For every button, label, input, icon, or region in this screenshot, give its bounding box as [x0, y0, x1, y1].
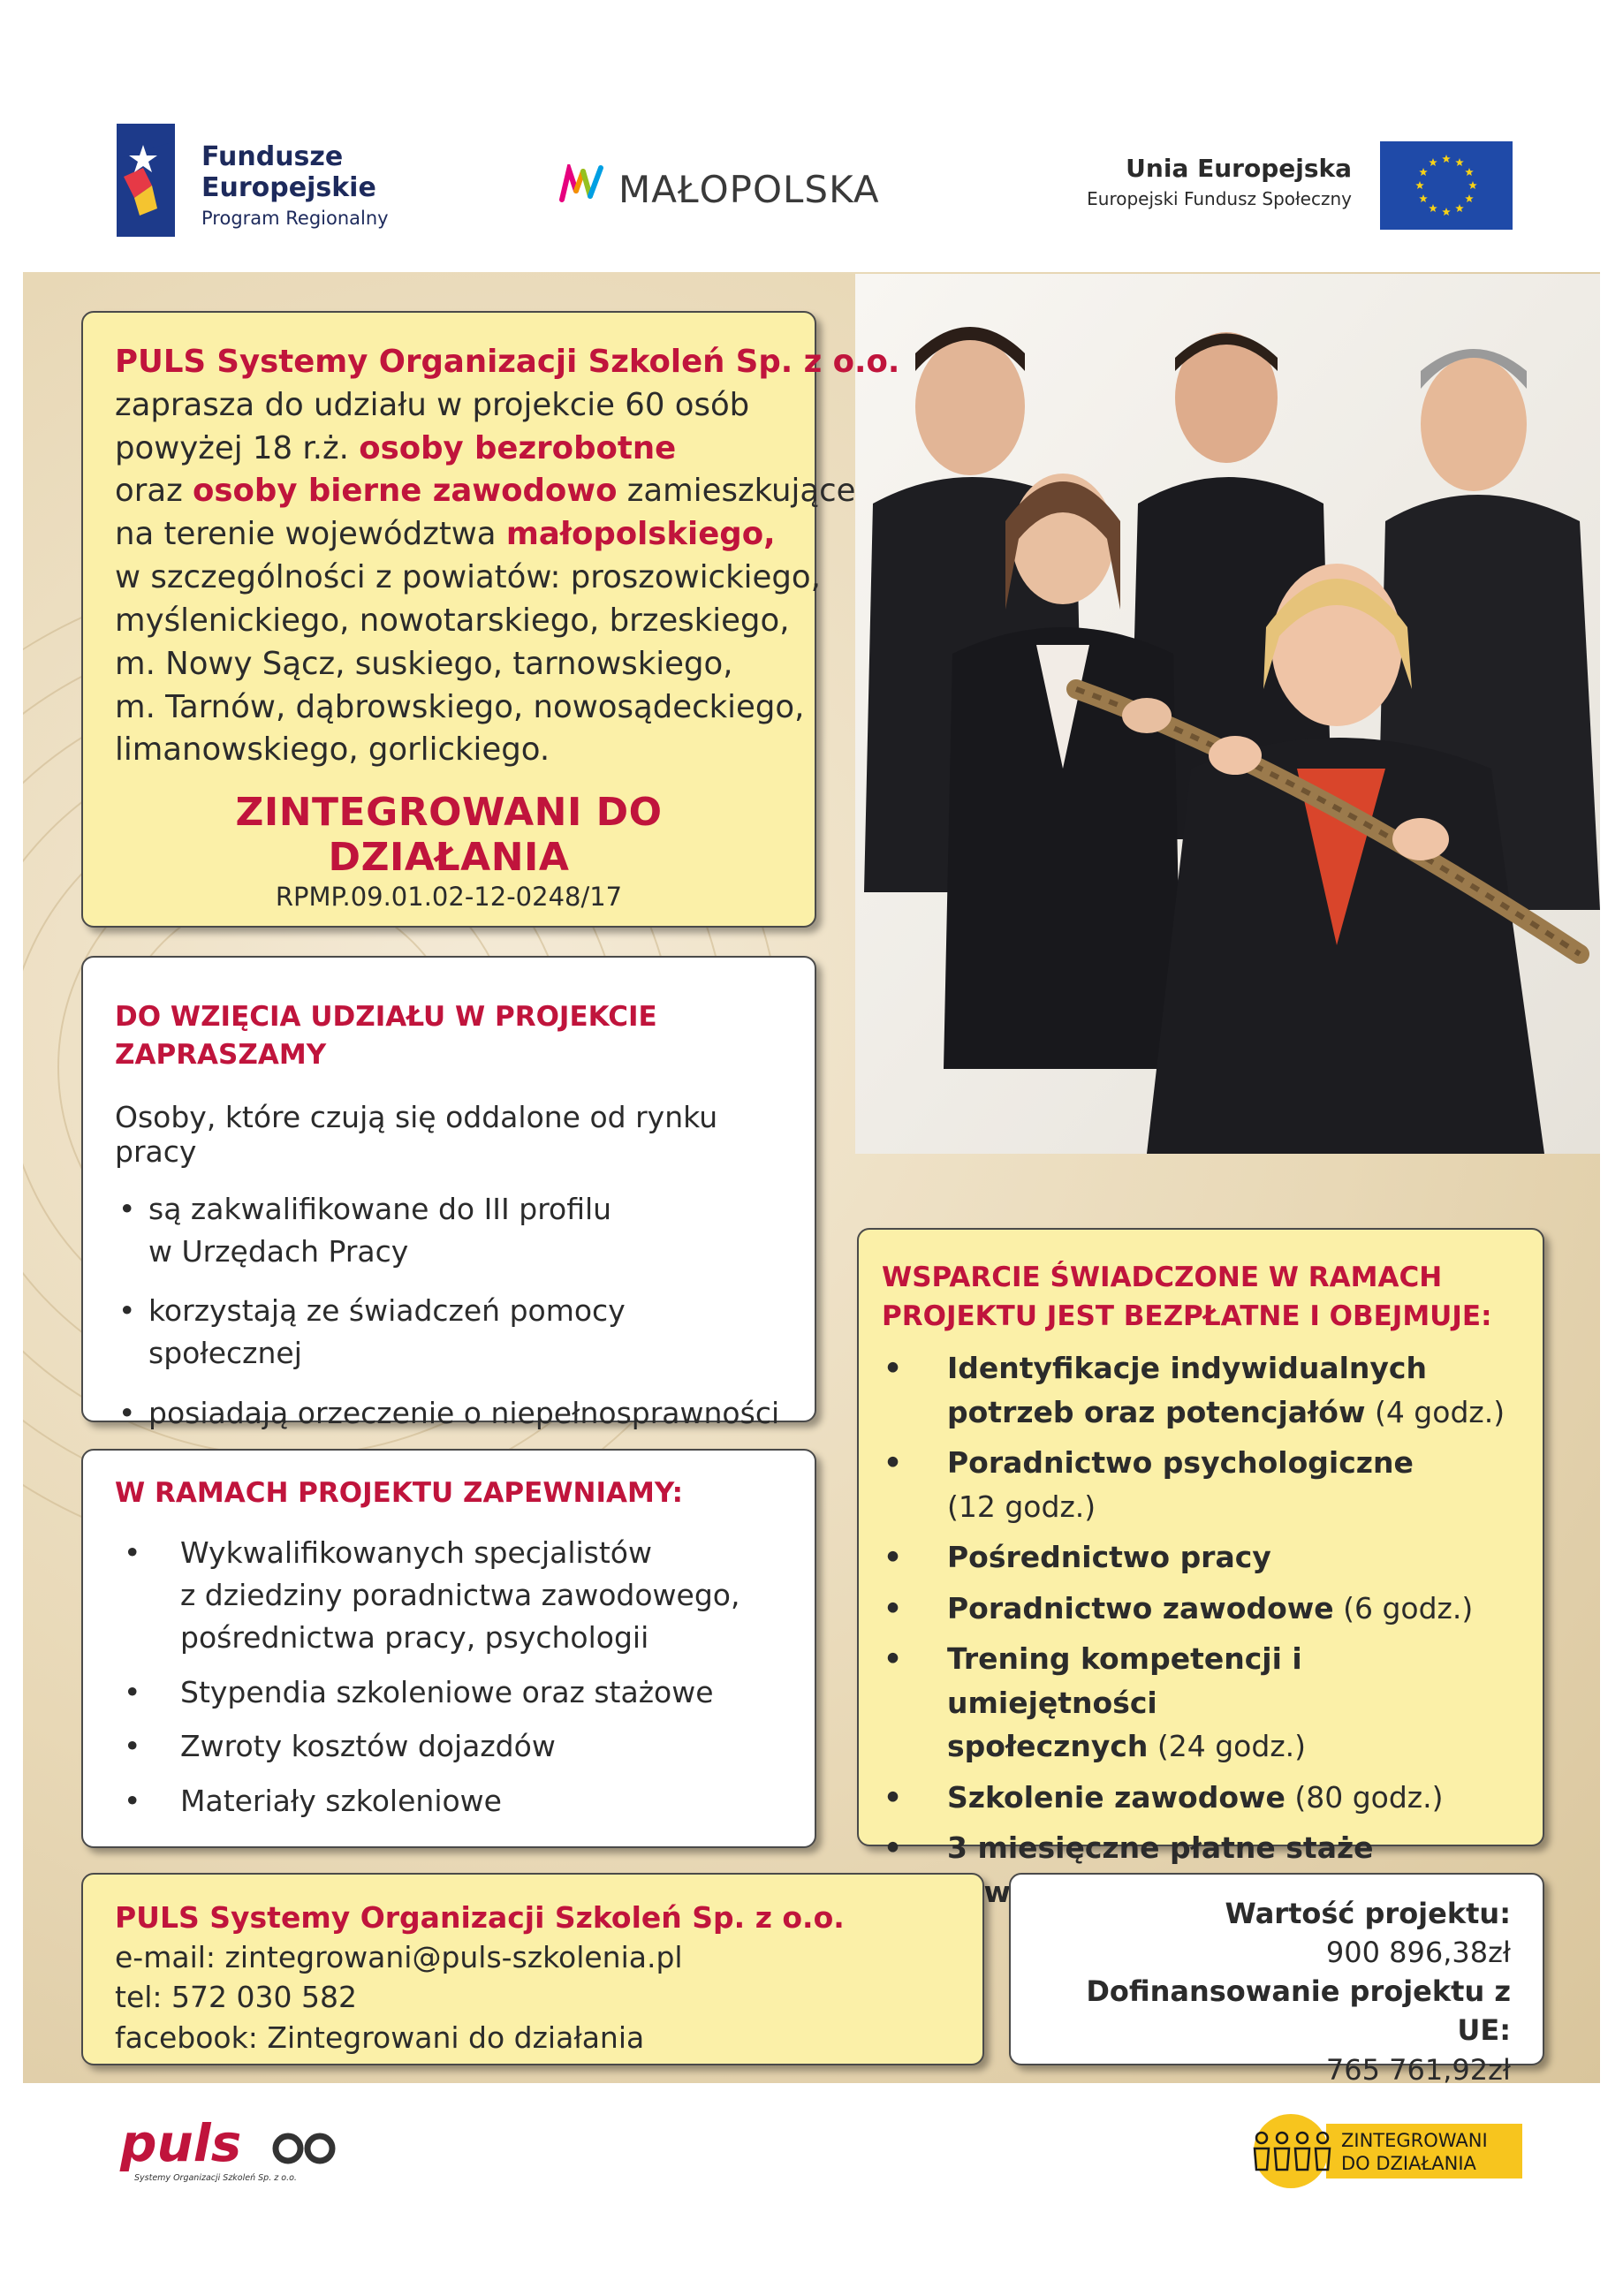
- contact-org: PULS Systemy Organizacji Szkoleń Sp. z o.o.: [115, 1900, 845, 1935]
- cofinancing-amount: 765 761,92zł: [1325, 2052, 1511, 2087]
- intro-org-name: PULS Systemy Organizacji Szkoleń Sp. z o.o.: [115, 344, 900, 380]
- list-item: [115, 1725, 783, 1768]
- list-item: [115, 1532, 783, 1659]
- malopolska-logo-text: MAŁOPOLSKA: [618, 168, 880, 211]
- zintegrowani-logo: [1242, 2111, 1525, 2191]
- list-item: [115, 1290, 783, 1375]
- fe-line2: Europejskie: [201, 172, 376, 204]
- provide-item4: Materiały szkoleniowe: [180, 1784, 502, 1819]
- intro-region: małopolskiego,: [505, 516, 776, 553]
- project-code: RPMP.09.01.02-12-0248/17: [275, 882, 623, 913]
- support-item6-hours: (80 godz.): [1285, 1779, 1444, 1815]
- puls-logo: [115, 2110, 345, 2189]
- invite-item1-line1: są zakwalifikowane do III profilu: [148, 1191, 612, 1226]
- value-amount: 900 896,38zł: [1325, 1936, 1511, 1970]
- intro-line-8: m. Nowy Sącz, suskiego, tarnowskiego,: [115, 645, 733, 682]
- invite-item2: korzystają ze świadczeń pomocy społecznej: [148, 1293, 626, 1371]
- invite-title-line2: ZAPRASZAMY: [115, 1039, 327, 1072]
- fe-line1: Fundusze: [201, 141, 344, 172]
- support-item4: Poradnictwo zawodowe: [947, 1590, 1334, 1625]
- invite-item3: posiadają orzeczenie o niepełnosprawności: [148, 1396, 780, 1431]
- ue-line2: Europejski Fundusz Społeczny: [1087, 188, 1352, 209]
- support-box: [857, 1228, 1544, 1866]
- invite-item1-line2: w Urzędach Pracy: [148, 1233, 409, 1269]
- intro-line-4c: zamieszkujące: [617, 473, 856, 510]
- invite-box: [81, 956, 816, 1431]
- intro-line-7: myślenickiego, nowotarskiego, brzeskiego,: [115, 602, 790, 639]
- puls-logo-text: puls: [120, 2113, 242, 2173]
- invite-title: [115, 998, 783, 1075]
- list-item: [882, 1776, 1520, 1820]
- cofinancing-label: Dofinansowanie projektu z UE:: [1086, 1974, 1511, 2048]
- invite-intro: Osoby, które czują się oddalone od rynku pracy: [115, 1099, 718, 1169]
- support-item4-hours: (6 godz.): [1333, 1590, 1474, 1625]
- fe-line3: Program Regionalny: [201, 207, 389, 229]
- provide-item3: Zwroty kosztów dojazdów: [180, 1729, 556, 1764]
- malopolska-logo-icon: [558, 164, 608, 203]
- contact-facebook[interactable]: facebook: Zintegrowani do działania: [115, 2019, 645, 2055]
- support-item5-line1: Trening kompetencji i umiejętności: [947, 1641, 1302, 1720]
- list-item: [882, 1535, 1520, 1580]
- intro-line-2: zaprasza do udziału w projekcie 60 osób: [115, 386, 750, 423]
- team-tug-of-war-photo: [855, 274, 1600, 1154]
- provide-item1-line1: Wykwalifikowanych specjalistów: [180, 1535, 652, 1570]
- provide-item2: Stypendia szkoleniowe oraz stażowe: [180, 1674, 714, 1709]
- support-item2-hours: (12 godz.): [947, 1489, 1096, 1524]
- fundusze-europejskie-flag-icon: [117, 124, 175, 237]
- support-item5-hours: (24 godz.): [1148, 1729, 1307, 1764]
- support-list: [882, 1346, 1520, 1913]
- intro-inactive: osoby bierne zawodowo: [193, 473, 618, 510]
- contact-email[interactable]: e-mail: zintegrowani@puls-szkolenia.pl: [115, 1940, 683, 1975]
- support-item5-line2: społecznych: [947, 1729, 1149, 1764]
- provide-title: W RAMACH PROJEKTU ZAPEWNIAMY:: [115, 1477, 683, 1509]
- support-title-line1: WSPARCIE ŚWIADCZONE W RAMACH: [882, 1262, 1443, 1293]
- list-item: [115, 1780, 783, 1822]
- list-item: [882, 1587, 1520, 1631]
- ue-logo-text: [1069, 154, 1352, 209]
- support-item1-line1: Identyfikacje indywidualnych: [947, 1351, 1427, 1386]
- zint-logo-line2: DO DZIAŁANIA: [1341, 2153, 1476, 2174]
- provide-box: [81, 1449, 816, 1848]
- intro-line-4a: oraz: [115, 473, 193, 510]
- support-item3: Pośrednictwo pracy: [947, 1540, 1271, 1575]
- provide-list: [115, 1532, 783, 1822]
- intro-line-6: w szczególności z powiatów: proszowickiego,: [115, 559, 821, 596]
- support-item1-line2: potrzeb oraz potencjałów: [947, 1394, 1366, 1429]
- zint-logo-line1: ZINTEGROWANI: [1341, 2130, 1488, 2151]
- support-title-line2: PROJEKTU JEST BEZPŁATNE I OBEJMUJE:: [882, 1300, 1492, 1333]
- list-item: [882, 1637, 1520, 1769]
- project-title: ZINTEGROWANI DO DZIAŁANIA: [235, 790, 663, 881]
- support-item2-line1: Poradnictwo psychologiczne: [947, 1445, 1414, 1481]
- provide-item1-line3: pośrednictwa pracy, psychologii: [180, 1619, 649, 1655]
- eu-flag-icon: [1380, 141, 1513, 230]
- contact-box: [81, 1873, 984, 2065]
- fundusze-europejskie-logo-text: [201, 141, 389, 230]
- intro-line-9: m. Tarnów, dąbrowskiego, nowosądeckiego,: [115, 688, 805, 725]
- list-item: [115, 1671, 783, 1714]
- provide-item1-line2: z dziedziny poradnictwa zawodowego,: [180, 1577, 740, 1612]
- intro-box: [81, 311, 900, 928]
- intro-line-5a: na terenie województwa: [115, 516, 506, 553]
- list-item: [882, 1441, 1520, 1528]
- contact-phone[interactable]: tel: 572 030 582: [115, 1980, 357, 2015]
- support-item1-hours: (4 godz.): [1365, 1394, 1505, 1429]
- invite-title-line1: DO WZIĘCIA UDZIAŁU W PROJEKCIE: [115, 1001, 657, 1033]
- project-value-box: [1009, 1873, 1544, 2087]
- support-item7: 3 miesięczne płatne staże: [947, 1830, 1374, 1866]
- list-item: [882, 1346, 1520, 1434]
- intro-line-10: limanowskiego, gorlickiego.: [115, 731, 550, 769]
- intro-unemployed: osoby bezrobotne: [359, 429, 677, 466]
- support-title: [882, 1258, 1520, 1336]
- list-item: [115, 1188, 783, 1273]
- intro-line-3a: powyżej 18 r.ż.: [115, 429, 360, 466]
- list-item: [115, 1392, 783, 1435]
- value-label: Wartość projektu:: [1225, 1897, 1511, 1930]
- puls-logo-subtitle: Systemy Organizacji Szkoleń Sp. z o.o.: [134, 2173, 297, 2183]
- ue-line1: Unia Europejska: [1126, 154, 1352, 183]
- support-item6: Szkolenie zawodowe: [947, 1779, 1286, 1815]
- invite-list: [115, 1188, 783, 1435]
